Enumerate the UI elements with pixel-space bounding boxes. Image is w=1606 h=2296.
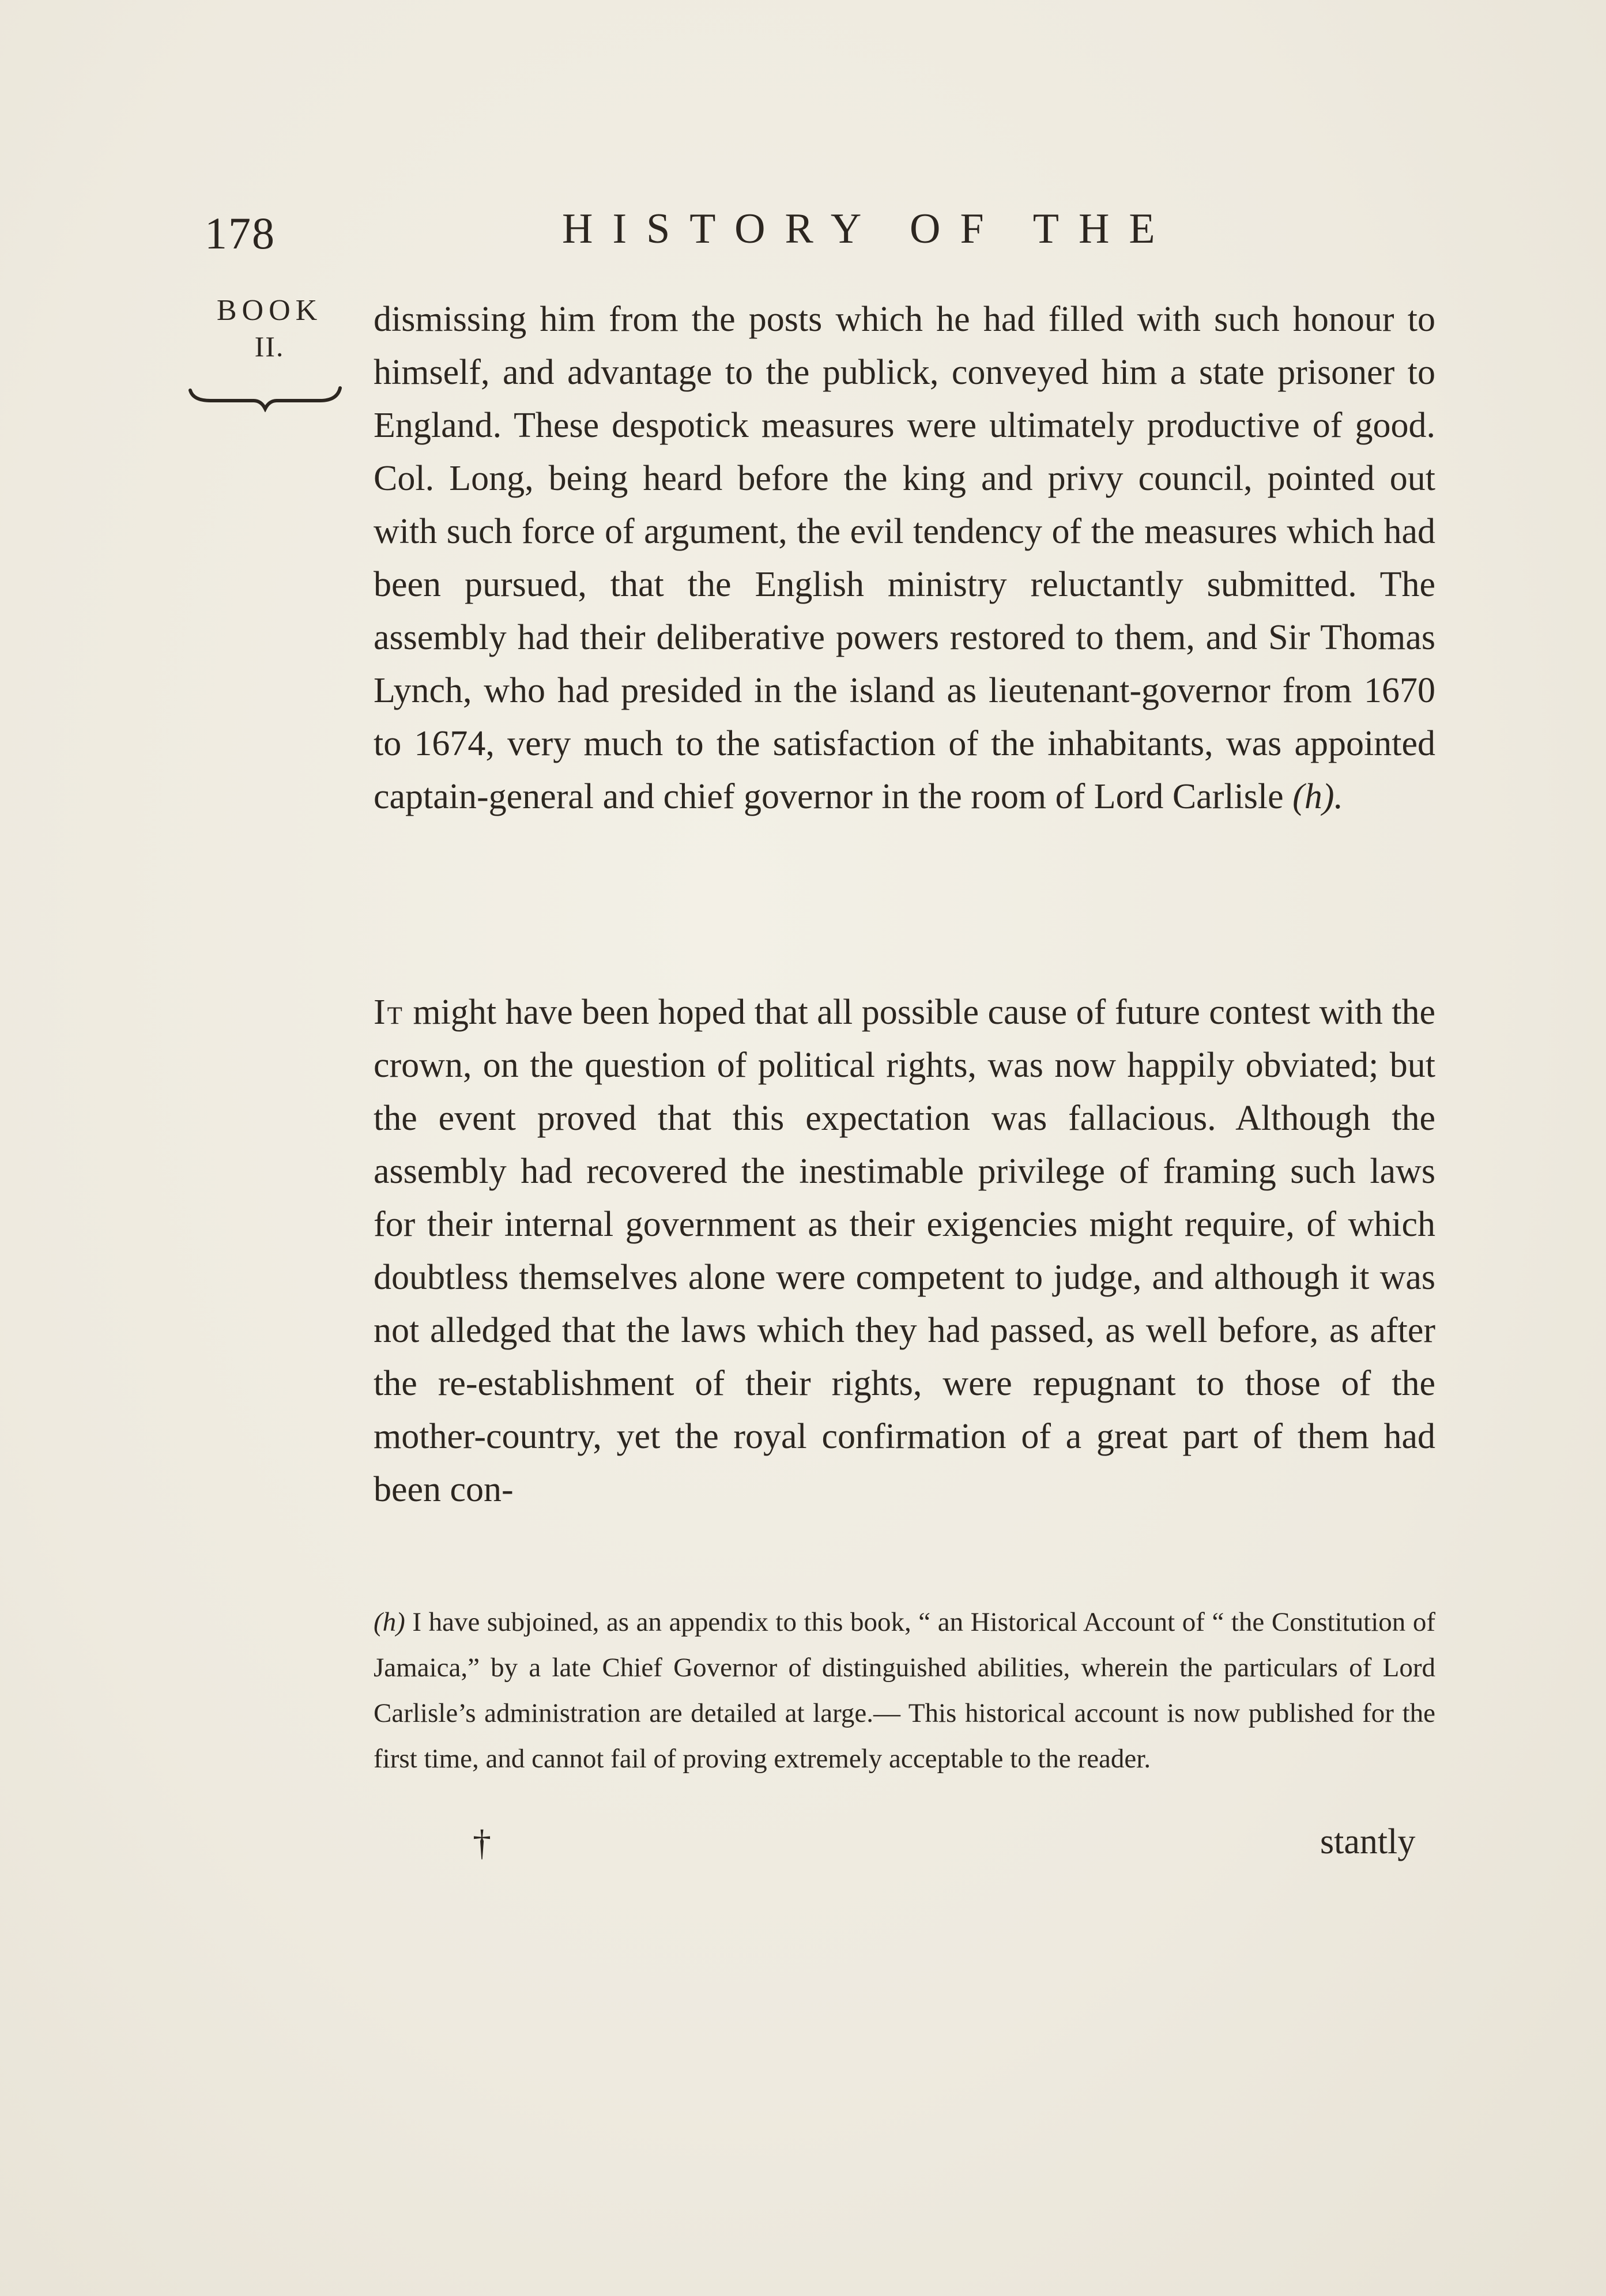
signature-mark: † [473, 1822, 491, 1863]
brace-ornament [187, 383, 343, 412]
margin-note [193, 293, 346, 364]
footnote-text: I have subjoined, as an appendix to this book, “ an Historical Account of “ the Constitution of Jamaica,” by a late Chief Governor of distinguished abilities, wherein the particulars of Lord Carlisle’s administration are detailed at large.— This historical account is now published for the first time, and cannot fail of proving extremely acceptable to the reader. [374, 1607, 1435, 1774]
volume-label: II. [254, 330, 285, 363]
running-head: HISTORY OF THE [562, 205, 1175, 252]
footnote [374, 1600, 1435, 1782]
book-label: BOOK [216, 294, 323, 327]
paragraph-1-text: dismissing him from the posts which he had filled with such honour to himself, and advantage to the publick, conveyed him a state prisoner to England. These despotick measures were ultimately productive of good. Col. Long, being heard before the king and privy council, pointed out with such force of argument, the evil tendency of the measures which had been pursued, that the English ministry reluctantly submitted. The assembly had their deliberative powers restored to them, and Sir Thomas Lynch, who had presided in the island as lieutenant-governor from 1670 to 1674, very much to the satisfaction of the inhabitants, was appointed captain-general and chief governor in the room of Lord Carlisle [374, 300, 1435, 816]
page-number: 178 [205, 208, 276, 258]
paragraph-2-text: might have been hoped that all possible cause of future contest with the crown, on the question of political rights, was now happily obviated; but the event proved that this expectation was fallacious. Although the assembly had recovered the inestimable privilege of framing such laws for their internal government as their exigencies might require, of which doubtless themselves alone were competent to judge, and although it was not alledged that the laws which they had passed, as well before, as after the re-establishment of their rights, were repugnant to those of the mother-country, yet the royal confirmation of a great part of them had been con- [374, 993, 1435, 1509]
paragraph-2 [374, 986, 1435, 1516]
footnote-mark: (h) [374, 1607, 405, 1637]
note-reference: (h). [1292, 777, 1343, 816]
catchword: stantly [1320, 1822, 1416, 1861]
paragraph-1 [374, 293, 1435, 823]
paragraph-2-lead: It [374, 993, 404, 1032]
